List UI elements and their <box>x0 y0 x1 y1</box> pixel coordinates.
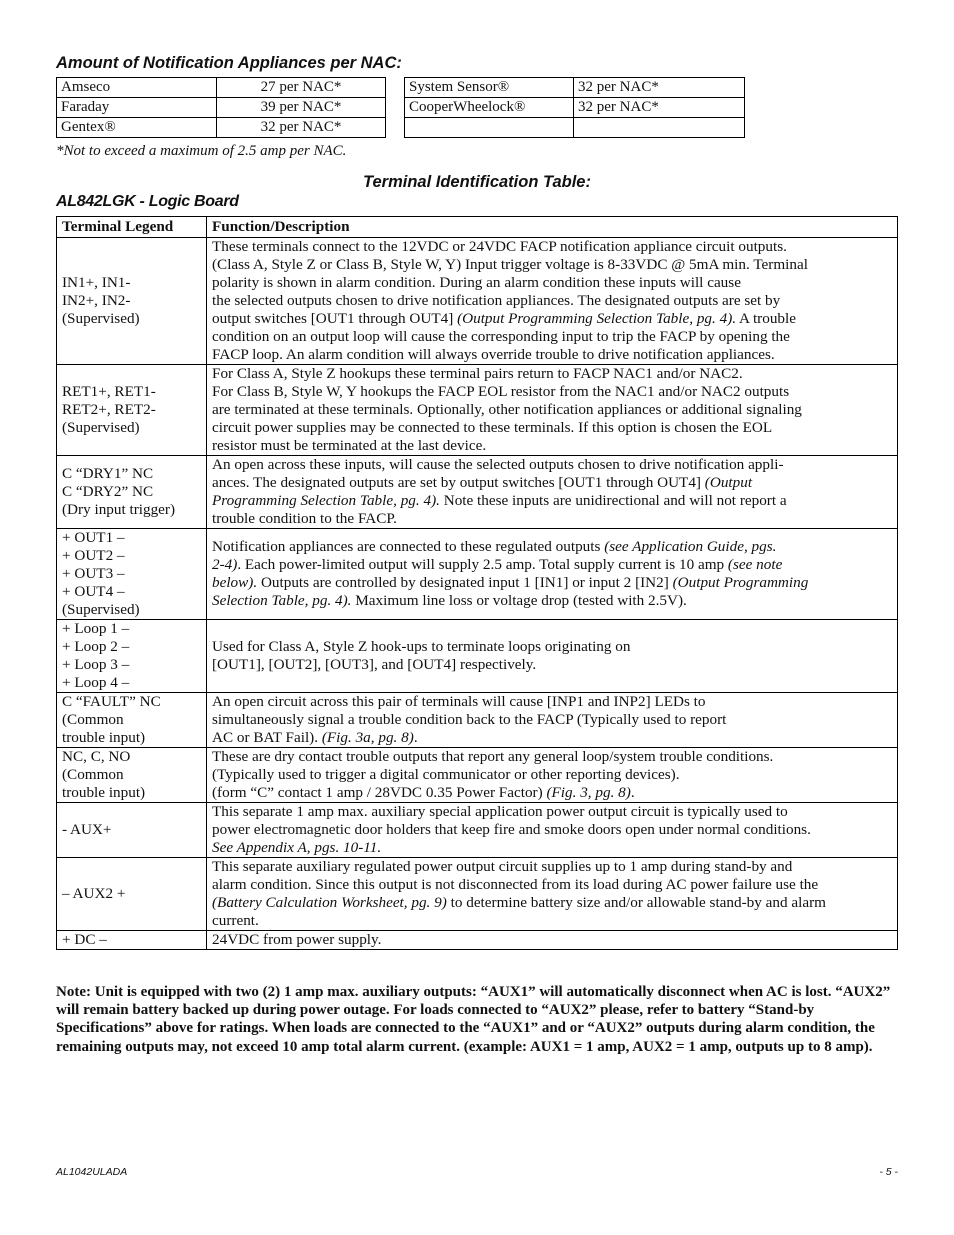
column-header-description: Function/Description <box>207 217 898 238</box>
nac-amount: 39 per NAC* <box>217 98 386 118</box>
text-segment: output switches [OUT1 through OUT4] <box>212 310 458 327</box>
description-line <box>212 383 897 401</box>
description-line <box>212 711 897 729</box>
legend-line: IN1+, IN1- <box>62 274 131 291</box>
text-segment: to determine battery size and/or allowable stand-by and alarm <box>446 894 826 911</box>
text-segment: below). <box>212 574 258 591</box>
text-segment: Used for Class A, Style Z hook-ups to terminate loops originating on <box>212 638 631 655</box>
description-line <box>212 766 897 784</box>
legend-line: C “DRY1” NC <box>62 465 154 482</box>
nac-row <box>405 118 745 138</box>
description-line <box>212 365 897 383</box>
table-row <box>57 456 898 529</box>
text-segment: (form “C” contact 1 amp / 28VDC 0.35 Power Factor) <box>212 784 547 801</box>
description-line <box>212 346 897 364</box>
text-segment: (Output <box>704 474 753 491</box>
note-paragraph: Note: Unit is equipped with two (2) 1 amp max. auxiliary outputs: “AUX1” will automatically disconnect when AC is lost. “AUX2” will remain battery backed up during power outage. For loads connected to “AUX2” please, refer to battery “Stand-by Specifications” above for ratings. When loads are connected to the “AUX1” and or “AUX2” outputs during alarm condition, the remaining outputs may, not exceed 10 amp total alarm current. (example: AUX1 = 1 amp, AUX2 = 1 amp, outputs up to 8 amp). <box>56 984 891 1055</box>
text-segment: (Battery Calculation Worksheet, pg. 9) <box>212 894 447 911</box>
description-line <box>212 803 897 821</box>
legend-line: trouble input) <box>62 729 146 746</box>
table-header-row <box>57 217 898 238</box>
terminal-description <box>207 620 898 693</box>
legend-line: (Common <box>62 766 124 783</box>
legend-line: IN2+, IN2- <box>62 292 131 309</box>
text-segment: Selection Table, pg. 4). <box>212 592 352 609</box>
table-row <box>57 748 898 803</box>
terminal-legend <box>57 858 207 931</box>
description-line <box>212 510 897 528</box>
text-segment: trouble condition to the FACP. <box>212 510 397 527</box>
terminal-legend <box>57 456 207 529</box>
text-segment: AC or BAT Fail). <box>212 729 322 746</box>
description-line <box>212 310 897 328</box>
description-line <box>212 274 897 292</box>
text-segment: resistor must be terminated at the last device. <box>212 437 487 454</box>
terminal-legend <box>57 238 207 365</box>
terminal-table-heading: Terminal Identification Table: <box>363 173 591 191</box>
text-segment: Outputs are controlled by designated input 1 [IN1] or input 2 [IN2] <box>257 574 673 591</box>
text-segment: alarm condition. Since this output is not disconnected from its load during AC power failure use the <box>212 876 819 893</box>
description-line <box>212 492 897 510</box>
table-row <box>57 931 898 950</box>
text-segment: This separate 1 amp max. auxiliary special application power output circuit is typically used to <box>212 803 788 820</box>
terminal-legend <box>57 529 207 620</box>
legend-line: NC, C, NO <box>62 748 131 765</box>
legend-line: C “FAULT” NC <box>62 693 161 710</box>
description-line <box>212 931 897 949</box>
legend-line: – AUX2 + <box>62 885 126 902</box>
nac-amount: 32 per NAC* <box>574 78 745 98</box>
legend-line: - AUX+ <box>62 821 112 838</box>
text-segment: (Class A, Style Z or Class B, Style W, Y) Input trigger voltage is 8-33VDC @ 5mA min. Terminal <box>212 256 808 273</box>
text-segment: circuit power supplies may be connected to these terminals. If this option is chosen the EOL <box>212 419 773 436</box>
text-segment: polarity is shown in alarm condition. During an alarm condition these inputs will cause <box>212 274 741 291</box>
table-row <box>57 620 898 693</box>
nac-amount: 32 per NAC* <box>574 98 745 118</box>
text-segment: . <box>630 784 635 801</box>
nac-table-right <box>404 77 745 138</box>
terminal-legend <box>57 748 207 803</box>
terminal-description <box>207 803 898 858</box>
board-title: AL842LGK - Logic Board <box>56 193 239 210</box>
text-segment: (see note <box>727 556 783 573</box>
terminal-legend <box>57 693 207 748</box>
terminal-description <box>207 456 898 529</box>
description-line <box>212 328 897 346</box>
description-line <box>212 456 897 474</box>
terminal-identification-table <box>56 216 898 950</box>
description-line <box>212 729 897 747</box>
description-line <box>212 821 897 839</box>
description-line <box>212 538 897 556</box>
nac-brand: Amseco <box>57 78 217 98</box>
legend-line: (Supervised) <box>62 601 140 618</box>
text-segment: [OUT1], [OUT2], [OUT3], and [OUT4] respectively. <box>212 656 537 673</box>
legend-line: + OUT3 – <box>62 565 125 582</box>
text-segment: These terminals connect to the 12VDC or 24VDC FACP notification appliance circuit outputs. <box>212 238 787 255</box>
terminal-legend <box>57 931 207 950</box>
text-segment: (Output Programming Selection Table, pg. 4). <box>457 310 737 327</box>
text-segment: (Output Programming <box>672 574 809 591</box>
terminal-description <box>207 748 898 803</box>
legend-line: RET2+, RET2- <box>62 401 156 418</box>
text-segment: (Typically used to trigger a digital communicator or other reporting devices). <box>212 766 680 783</box>
table-row <box>57 693 898 748</box>
legend-line: + Loop 4 – <box>62 674 130 691</box>
legend-line: (Supervised) <box>62 310 140 327</box>
footer-document-id: AL1042ULADA <box>56 1166 128 1178</box>
text-segment: For Class B, Style W, Y hookups the FACP EOL resistor from the NAC1 and/or NAC2 outputs <box>212 383 790 400</box>
text-segment: current. <box>212 912 259 929</box>
description-line <box>212 401 897 419</box>
terminal-description <box>207 238 898 365</box>
text-segment: Programming Selection Table, pg. 4). <box>212 492 440 509</box>
table-row <box>57 238 898 365</box>
text-segment: (Fig. 3, pg. 8) <box>546 784 631 801</box>
description-line <box>212 574 897 592</box>
text-segment: Notification appliances are connected to these regulated outputs <box>212 538 605 555</box>
description-line <box>212 474 897 492</box>
description-line <box>212 748 897 766</box>
nac-row <box>57 118 386 138</box>
table-row <box>57 529 898 620</box>
text-segment: Maximum line loss or voltage drop (tested with 2.5V). <box>351 592 687 609</box>
text-segment: See Appendix A, pgs. 10-11. <box>212 839 382 856</box>
text-segment: (Fig. 3a, pg. 8) <box>321 729 414 746</box>
text-segment: 24VDC from power supply. <box>212 931 382 948</box>
nac-brand: System Sensor® <box>405 78 574 98</box>
legend-line: RET1+, RET1- <box>62 383 156 400</box>
nac-brand <box>405 118 574 138</box>
table-row <box>57 803 898 858</box>
legend-line: (Common <box>62 711 124 728</box>
column-header-legend: Terminal Legend <box>57 217 207 238</box>
terminal-description <box>207 365 898 456</box>
terminal-legend <box>57 620 207 693</box>
legend-line: + Loop 2 – <box>62 638 130 655</box>
nac-brand: Gentex® <box>57 118 217 138</box>
description-line <box>212 839 897 857</box>
terminal-description <box>207 931 898 950</box>
text-segment: 2-4) <box>212 556 238 573</box>
text-segment: These are dry contact trouble outputs that report any general loop/system trouble conditions. <box>212 748 774 765</box>
description-line <box>212 693 897 711</box>
terminal-description <box>207 529 898 620</box>
nac-amount: 32 per NAC* <box>217 118 386 138</box>
description-line <box>212 858 897 876</box>
text-segment: A trouble <box>736 310 796 327</box>
table-row <box>57 365 898 456</box>
description-line <box>212 419 897 437</box>
description-line <box>212 894 897 912</box>
description-line <box>212 238 897 256</box>
description-line <box>212 784 897 802</box>
nac-row <box>405 78 745 98</box>
nac-brand: Faraday <box>57 98 217 118</box>
text-segment: An open across these inputs, will cause the selected outputs chosen to drive notification appli- <box>212 456 784 473</box>
legend-line: + DC – <box>62 931 107 948</box>
text-segment: This separate auxiliary regulated power output circuit supplies up to 1 amp during stand-by and <box>212 858 793 875</box>
legend-line: C “DRY2” NC <box>62 483 154 500</box>
text-segment: For Class A, Style Z hookups these terminal pairs return to FACP NAC1 and/or NAC2. <box>212 365 743 382</box>
terminal-legend <box>57 803 207 858</box>
table-row <box>57 858 898 931</box>
text-segment: condition on an output loop will cause the corresponding input to trip the FACP by opening the <box>212 328 790 345</box>
description-line <box>212 556 897 574</box>
description-line <box>212 256 897 274</box>
text-segment: Note these inputs are unidirectional and will not report a <box>439 492 787 509</box>
legend-line: + OUT2 – <box>62 547 125 564</box>
nac-heading: Amount of Notification Appliances per NAC: <box>56 54 402 72</box>
description-line <box>212 437 897 455</box>
terminal-description <box>207 858 898 931</box>
text-segment: simultaneously signal a trouble condition back to the FACP (Typically used to report <box>212 711 727 728</box>
description-line <box>212 876 897 894</box>
text-segment: the selected outputs chosen to drive notification appliances. The designated outputs are set by <box>212 292 781 309</box>
legend-line: + Loop 3 – <box>62 656 130 673</box>
text-segment: ances. The designated outputs are set by output switches [OUT1 through OUT4] <box>212 474 705 491</box>
text-segment: are terminated at these terminals. Optionally, other notification appliances or additional signaling <box>212 401 802 418</box>
nac-row <box>57 98 386 118</box>
text-segment: power electromagnetic door holders that keep fire and smoke doors open under normal conditions. <box>212 821 811 838</box>
nac-amount: 27 per NAC* <box>217 78 386 98</box>
description-line <box>212 592 897 610</box>
legend-line: + Loop 1 – <box>62 620 130 637</box>
nac-row <box>57 78 386 98</box>
description-line <box>212 656 897 674</box>
legend-line: + OUT1 – <box>62 529 125 546</box>
text-segment: (see Application Guide, pgs. <box>604 538 777 555</box>
nac-table-left <box>56 77 386 138</box>
text-segment: An open circuit across this pair of terminals will cause [INP1 and INP2] LEDs to <box>212 693 706 710</box>
nac-brand: CooperWheelock® <box>405 98 574 118</box>
terminal-description <box>207 693 898 748</box>
legend-line: + OUT4 – <box>62 583 125 600</box>
legend-line: (Supervised) <box>62 419 140 436</box>
text-segment: . <box>413 729 418 746</box>
text-segment: FACP loop. An alarm condition will always override trouble to drive notification appliances. <box>212 346 775 363</box>
description-line <box>212 292 897 310</box>
text-segment: . Each power-limited output will supply 2.5 amp. Total supply current is 10 amp <box>237 556 728 573</box>
nac-footnote: *Not to exceed a maximum of 2.5 amp per NAC. <box>56 143 347 159</box>
description-line <box>212 638 897 656</box>
nac-row <box>405 98 745 118</box>
terminal-legend <box>57 365 207 456</box>
nac-amount <box>574 118 745 138</box>
footer-page-number: - 5 - <box>879 1166 898 1178</box>
legend-line: (Dry input trigger) <box>62 501 176 518</box>
description-line <box>212 912 897 930</box>
legend-line: trouble input) <box>62 784 146 801</box>
